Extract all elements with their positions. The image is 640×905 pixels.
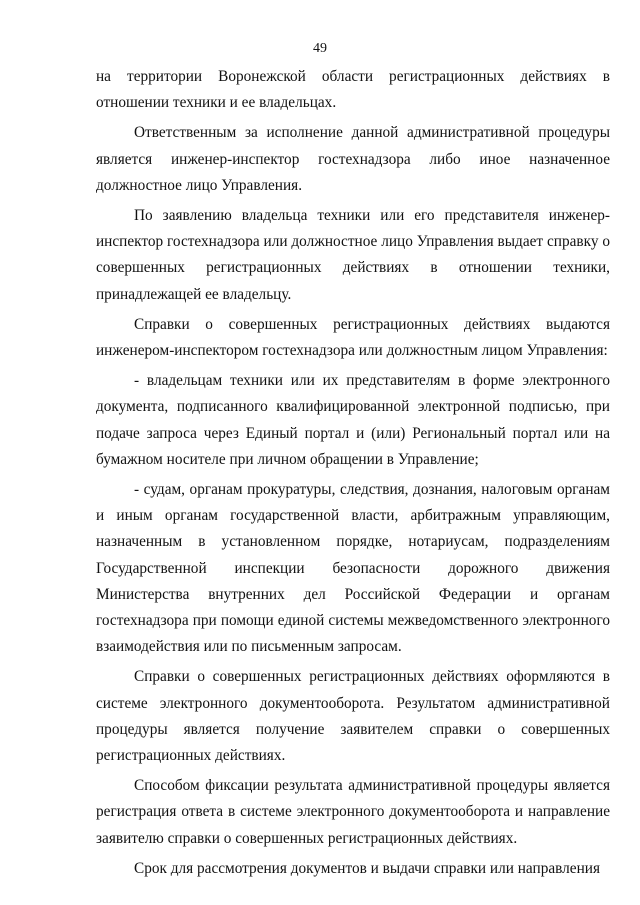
document-body bbox=[96, 64, 610, 882]
paragraph-responsible-person: Ответственным за исполнение данной административной процедуры является инженер-инспектор гостехнадзора либо иное назначенное должностное лицо Управления. bbox=[96, 124, 610, 194]
paragraph-certificate-issue: По заявлению владельца техники или его представителя инженер-инспектор гостехнадзора или должностное лицо Управления выдает справку о совершенных регистрационных действиях в отношении техники, принадлежащей ее владельцу. bbox=[96, 207, 610, 303]
paragraph-review-deadline: Срок для рассмотрения документов и выдачи справки или направления bbox=[134, 859, 600, 877]
paragraph-result-fixation: Способом фиксации результата административной процедуры является регистрация ответа в системе электронного документооборота и направление заявителю справки о совершенных регистрационных действиях. bbox=[96, 777, 610, 847]
list-item-owners: - владельцам техники или их представителям в форме электронного документа, подписанного квалифицированной электронной подписью, при подаче запроса через Единый портал и (или) Региональный портал или на бумажном носителе при личном обращении в Управление; bbox=[96, 372, 610, 468]
paragraph-certificates-issued-by: Справки о совершенных регистрационных действиях выдаются инженером-инспектором гостехнадзора или должностным лицом Управления: bbox=[96, 315, 610, 360]
paragraph-edms-registration: Справки о совершенных регистрационных действиях оформляются в системе электронного документооборота. Результатом административной процедуры является получение заявителем справки о совершенных регистрационных действиях. bbox=[96, 668, 610, 765]
page-number: 49 bbox=[313, 41, 327, 56]
list-item-authorities: - судам, органам прокуратуры, следствия, дознания, налоговым органам и иным органам государственной власти, арбитражным управляющим, назначенным в установленном порядке, нотариусам, подразделениям Государственной инспекции безопасности дорожного движения Министерства внутренних дел Российской Федерации и органам гостехнадзора при помощи единой системы межведомственного электронного взаимодействия или по письменным запросам. bbox=[96, 481, 610, 656]
paragraph-continuation: на территории Воронежской области регистрационных действиях в отношении техники и ее владельцах. bbox=[96, 68, 610, 112]
